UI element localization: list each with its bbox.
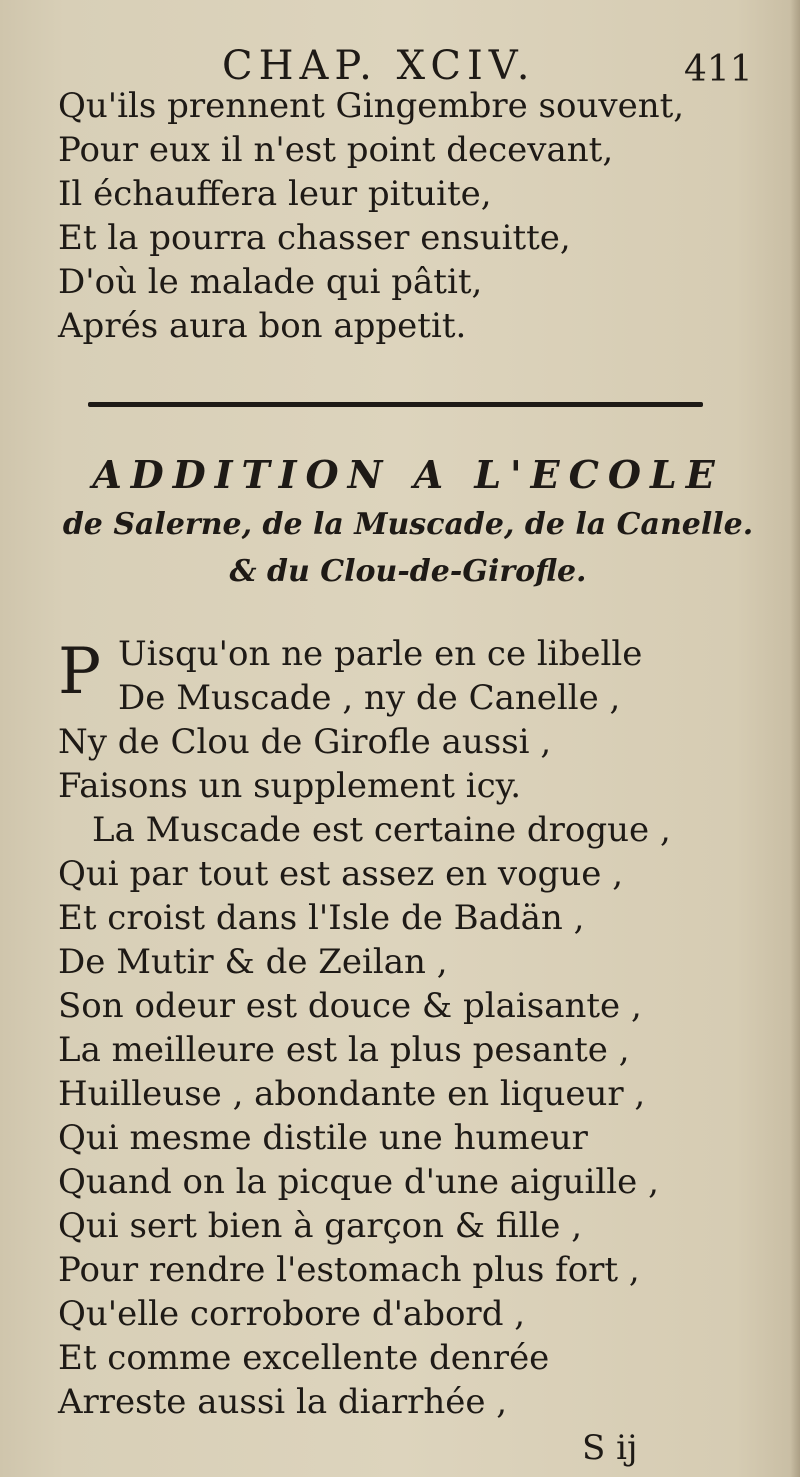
- section-divider-rule: [88, 402, 703, 407]
- drop-cap-initial: P: [58, 635, 102, 709]
- verse-line: Arreste aussi la diarrhée ,: [58, 1382, 508, 1422]
- verse-line-text: Uisqu'on ne parle en ce libelle: [118, 634, 643, 674]
- verse-line: Et la pourra chasser ensuitte,: [58, 218, 571, 258]
- page-edge-shadow: [790, 0, 800, 1477]
- signature-mark: S ij: [582, 1428, 638, 1468]
- verse-line: Son odeur est douce & plaisante ,: [58, 986, 642, 1026]
- page-number: 411: [684, 49, 753, 90]
- verse-line: D'où le malade qui pâtit,: [58, 262, 483, 302]
- verse-block-ginger: [58, 84, 684, 348]
- verse-line: De Mutir & de Zeilan ,: [58, 942, 448, 982]
- verse-line: Qu'elle corrobore d'abord ,: [58, 1294, 526, 1334]
- verse-line: La meilleure est la plus pesante ,: [58, 1030, 630, 1070]
- verse-line: Huilleuse , abondante en liqueur ,: [58, 1074, 646, 1114]
- section-heading: ADDITION A L'ECOLE: [92, 452, 724, 497]
- verse-line: Pour rendre l'estomach plus fort ,: [58, 1250, 640, 1290]
- running-title: CHAP. XCIV.: [222, 43, 536, 89]
- verse-line: Il échauffera leur pituite,: [58, 174, 492, 214]
- verse-block-muscade: [58, 632, 671, 1424]
- verse-line: Faisons un supplement icy.: [58, 766, 522, 806]
- verse-line: Quand on la picque d'une aiguille ,: [58, 1162, 659, 1202]
- verse-line: Qu'ils prennent Gingembre souvent,: [58, 86, 685, 126]
- verse-line: Qui par tout est assez en vogue ,: [58, 854, 624, 894]
- section-subheading: de Salerne, de la Muscade, de la Canelle.: [62, 507, 754, 542]
- verse-line: Qui mesme distile une humeur: [58, 1118, 588, 1158]
- verse-line: Aprés aura bon appetit.: [58, 306, 467, 346]
- verse-line: Pour eux il n'est point decevant,: [58, 130, 614, 170]
- verse-line: La Muscade est certaine drogue ,: [92, 810, 671, 850]
- verse-line: Et comme excellente denrée: [58, 1338, 550, 1378]
- verse-line: De Muscade , ny de Canelle ,: [118, 678, 621, 718]
- verse-line: Et croist dans l'Isle de Badän ,: [58, 898, 585, 938]
- verse-line: Ny de Clou de Girofle aussi ,: [58, 722, 552, 762]
- verse-line: Qui sert bien à garçon & fille ,: [58, 1206, 583, 1246]
- section-subheading: & du Clou-de-Girofle.: [229, 554, 587, 589]
